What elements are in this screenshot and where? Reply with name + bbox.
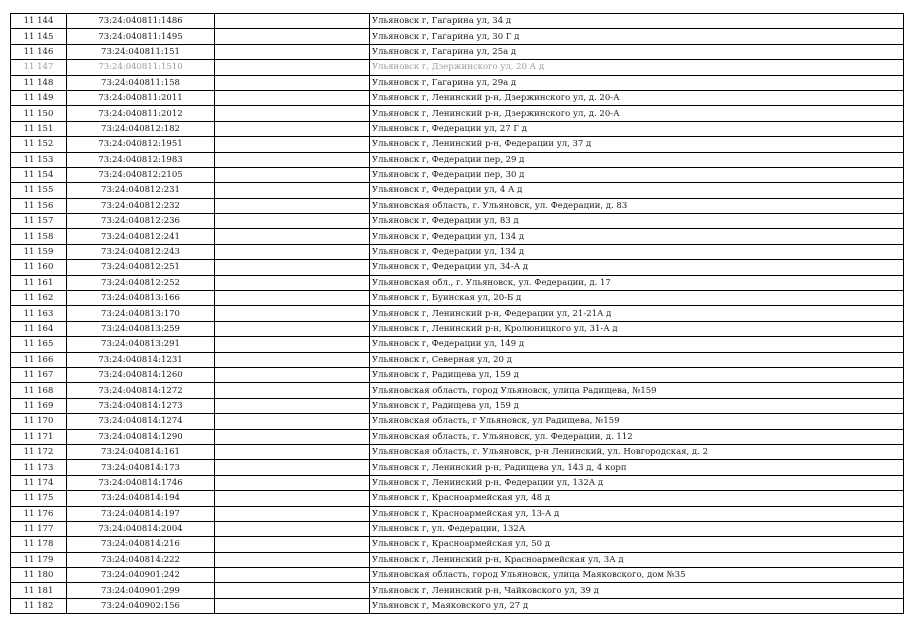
empty-cell bbox=[215, 60, 370, 75]
table-row bbox=[11, 152, 904, 167]
cadastral-number-cell: 73:24:040814:1746 bbox=[67, 475, 215, 490]
row-number-cell: 11 177 bbox=[11, 521, 67, 536]
cadastral-number-cell: 73:24:040814:1290 bbox=[67, 429, 215, 444]
row-number-cell: 11 167 bbox=[11, 367, 67, 382]
address-cell: Ульяновск г, Ленинский р-н, Красноармейская ул, 3А д bbox=[370, 552, 904, 567]
table-row bbox=[11, 229, 904, 244]
table-row bbox=[11, 352, 904, 367]
empty-cell bbox=[215, 183, 370, 198]
row-number-cell: 11 169 bbox=[11, 398, 67, 413]
table-row bbox=[11, 583, 904, 598]
cadastral-number-cell: 73:24:040811:1510 bbox=[67, 60, 215, 75]
row-number-cell: 11 173 bbox=[11, 460, 67, 475]
address-cell: Ульяновск г, Федерации ул, 83 д bbox=[370, 214, 904, 229]
cadastral-number-cell: 73:24:040813:259 bbox=[67, 321, 215, 336]
row-number-cell: 11 158 bbox=[11, 229, 67, 244]
table-row bbox=[11, 537, 904, 552]
table-row bbox=[11, 121, 904, 136]
address-cell: Ульяновск г, Северная ул, 20 д bbox=[370, 352, 904, 367]
cadastral-number-cell: 73:24:040813:166 bbox=[67, 291, 215, 306]
empty-cell bbox=[215, 506, 370, 521]
table-row bbox=[11, 429, 904, 444]
table-row bbox=[11, 521, 904, 536]
table-row bbox=[11, 275, 904, 290]
table-row bbox=[11, 214, 904, 229]
cadastral-number-cell: 73:24:040811:1495 bbox=[67, 29, 215, 44]
empty-cell bbox=[215, 537, 370, 552]
empty-cell bbox=[215, 75, 370, 90]
empty-cell bbox=[215, 244, 370, 259]
address-cell: Ульяновск г, Красноармейская ул, 50 д bbox=[370, 537, 904, 552]
empty-cell bbox=[215, 275, 370, 290]
row-number-cell: 11 164 bbox=[11, 321, 67, 336]
empty-cell bbox=[215, 444, 370, 459]
table-row bbox=[11, 306, 904, 321]
row-number-cell: 11 165 bbox=[11, 337, 67, 352]
address-cell: Ульяновск г, Федерации ул, 34-А д bbox=[370, 260, 904, 275]
cadastral-number-cell: 73:24:040812:236 bbox=[67, 214, 215, 229]
address-cell: Ульяновская область, г. Ульяновск, ул. Федерации, д. 83 bbox=[370, 198, 904, 213]
empty-cell bbox=[215, 583, 370, 598]
empty-cell bbox=[215, 429, 370, 444]
table-row bbox=[11, 14, 904, 29]
address-cell: Ульяновск г, Ленинский р-н, Дзержинского ул, д. 20-А bbox=[370, 106, 904, 121]
empty-cell bbox=[215, 337, 370, 352]
address-cell: Ульяновск г, Федерации пер, 29 д bbox=[370, 152, 904, 167]
cadastral-number-cell: 73:24:040812:243 bbox=[67, 244, 215, 259]
cadastral-number-cell: 73:24:040902:156 bbox=[67, 598, 215, 613]
address-cell: Ульяновская область, г Ульяновск, ул Радищева, №159 bbox=[370, 414, 904, 429]
row-number-cell: 11 152 bbox=[11, 137, 67, 152]
empty-cell bbox=[215, 521, 370, 536]
table-row bbox=[11, 598, 904, 613]
address-cell: Ульяновск г, Федерации ул, 134 д bbox=[370, 244, 904, 259]
address-cell: Ульяновск г, Красноармейская ул, 13-А д bbox=[370, 506, 904, 521]
address-cell: Ульяновск г, Маяковского ул, 27 д bbox=[370, 598, 904, 613]
cadastral-number-cell: 73:24:040812:1983 bbox=[67, 152, 215, 167]
row-number-cell: 11 159 bbox=[11, 244, 67, 259]
row-number-cell: 11 148 bbox=[11, 75, 67, 90]
row-number-cell: 11 157 bbox=[11, 214, 67, 229]
row-number-cell: 11 163 bbox=[11, 306, 67, 321]
empty-cell bbox=[215, 137, 370, 152]
empty-cell bbox=[215, 383, 370, 398]
address-cell: Ульяновск г, Федерации ул, 27 Г д bbox=[370, 121, 904, 136]
cadastral-number-cell: 73:24:040814:216 bbox=[67, 537, 215, 552]
address-cell: Ульяновск г, Ленинский р-н, Федерации ул, 37 д bbox=[370, 137, 904, 152]
cadastral-number-cell: 73:24:040812:2105 bbox=[67, 167, 215, 182]
row-number-cell: 11 149 bbox=[11, 90, 67, 105]
address-cell: Ульяновск г, Гагарина ул, 34 д bbox=[370, 14, 904, 29]
table-row bbox=[11, 475, 904, 490]
table-row bbox=[11, 491, 904, 506]
table-row bbox=[11, 506, 904, 521]
empty-cell bbox=[215, 598, 370, 613]
table-row bbox=[11, 60, 904, 75]
address-cell: Ульяновская обл., г. Ульяновск, ул. Федерации, д. 17 bbox=[370, 275, 904, 290]
row-number-cell: 11 179 bbox=[11, 552, 67, 567]
row-number-cell: 11 156 bbox=[11, 198, 67, 213]
cadastral-number-cell: 73:24:040814:194 bbox=[67, 491, 215, 506]
cadastral-number-cell: 73:24:040812:231 bbox=[67, 183, 215, 198]
row-number-cell: 11 151 bbox=[11, 121, 67, 136]
empty-cell bbox=[215, 460, 370, 475]
empty-cell bbox=[215, 491, 370, 506]
table-row bbox=[11, 367, 904, 382]
row-number-cell: 11 155 bbox=[11, 183, 67, 198]
address-cell: Ульяновск г, Ленинский р-н, Радищева ул, 143 д, 4 корп bbox=[370, 460, 904, 475]
cadastral-register-table bbox=[10, 13, 904, 614]
row-number-cell: 11 166 bbox=[11, 352, 67, 367]
address-cell: Ульяновск г, Гагарина ул, 25а д bbox=[370, 44, 904, 59]
row-number-cell: 11 178 bbox=[11, 537, 67, 552]
cadastral-number-cell: 73:24:040814:1274 bbox=[67, 414, 215, 429]
address-cell: Ульяновск г, Ленинский р-н, Федерации ул, 21-21А д bbox=[370, 306, 904, 321]
row-number-cell: 11 154 bbox=[11, 167, 67, 182]
empty-cell bbox=[215, 367, 370, 382]
table-row bbox=[11, 460, 904, 475]
cadastral-number-cell: 73:24:040814:222 bbox=[67, 552, 215, 567]
row-number-cell: 11 168 bbox=[11, 383, 67, 398]
empty-cell bbox=[215, 214, 370, 229]
address-cell: Ульяновская область, г. Ульяновск, ул. Федерации, д. 112 bbox=[370, 429, 904, 444]
empty-cell bbox=[215, 106, 370, 121]
empty-cell bbox=[215, 260, 370, 275]
row-number-cell: 11 162 bbox=[11, 291, 67, 306]
table-row bbox=[11, 568, 904, 583]
empty-cell bbox=[215, 198, 370, 213]
address-cell: Ульяновск г, Гагарина ул, 30 Г д bbox=[370, 29, 904, 44]
table-row bbox=[11, 552, 904, 567]
empty-cell bbox=[215, 29, 370, 44]
address-cell: Ульяновск г, Радищева ул, 159 д bbox=[370, 398, 904, 413]
table-row bbox=[11, 260, 904, 275]
row-number-cell: 11 174 bbox=[11, 475, 67, 490]
row-number-cell: 11 160 bbox=[11, 260, 67, 275]
empty-cell bbox=[215, 352, 370, 367]
table-row bbox=[11, 29, 904, 44]
row-number-cell: 11 175 bbox=[11, 491, 67, 506]
row-number-cell: 11 176 bbox=[11, 506, 67, 521]
address-cell: Ульяновск г, Буинская ул, 20-Б д bbox=[370, 291, 904, 306]
empty-cell bbox=[215, 167, 370, 182]
cadastral-number-cell: 73:24:040814:1231 bbox=[67, 352, 215, 367]
table-row bbox=[11, 337, 904, 352]
empty-cell bbox=[215, 398, 370, 413]
row-number-cell: 11 181 bbox=[11, 583, 67, 598]
table-row bbox=[11, 383, 904, 398]
address-cell: Ульяновская область, г. Ульяновск, р-н Ленинский, ул. Новгородская, д. 2 bbox=[370, 444, 904, 459]
cadastral-number-cell: 73:24:040814:1272 bbox=[67, 383, 215, 398]
table-row bbox=[11, 291, 904, 306]
row-number-cell: 11 147 bbox=[11, 60, 67, 75]
table-row bbox=[11, 90, 904, 105]
empty-cell bbox=[215, 306, 370, 321]
row-number-cell: 11 172 bbox=[11, 444, 67, 459]
cadastral-number-cell: 73:24:040814:1260 bbox=[67, 367, 215, 382]
cadastral-number-cell: 73:24:040811:2011 bbox=[67, 90, 215, 105]
row-number-cell: 11 182 bbox=[11, 598, 67, 613]
empty-cell bbox=[215, 414, 370, 429]
address-cell: Ульяновск г, Федерации ул, 4 А д bbox=[370, 183, 904, 198]
empty-cell bbox=[215, 44, 370, 59]
empty-cell bbox=[215, 121, 370, 136]
address-cell: Ульяновск г, Гагарина ул, 29а д bbox=[370, 75, 904, 90]
address-cell: Ульяновская область, город Ульяновск, улица Маяковского, дом №35 bbox=[370, 568, 904, 583]
table-row bbox=[11, 106, 904, 121]
empty-cell bbox=[215, 475, 370, 490]
row-number-cell: 11 145 bbox=[11, 29, 67, 44]
address-cell: Ульяновск г, Красноармейская ул, 48 д bbox=[370, 491, 904, 506]
table-row bbox=[11, 167, 904, 182]
address-cell: Ульяновск г, Дзержинского ул, 20 А д bbox=[370, 60, 904, 75]
address-cell: Ульяновск г, Федерации пер, 30 д bbox=[370, 167, 904, 182]
cadastral-number-cell: 73:24:040814:173 bbox=[67, 460, 215, 475]
table-row bbox=[11, 244, 904, 259]
cadastral-number-cell: 73:24:040814:161 bbox=[67, 444, 215, 459]
cadastral-number-cell: 73:24:040811:151 bbox=[67, 44, 215, 59]
address-cell: Ульяновская область, город Ульяновск, улица Радищева, №159 bbox=[370, 383, 904, 398]
cadastral-number-cell: 73:24:040812:251 bbox=[67, 260, 215, 275]
table-row bbox=[11, 137, 904, 152]
address-cell: Ульяновск г, ул. Федерации, 132А bbox=[370, 521, 904, 536]
cadastral-number-cell: 73:24:040812:232 bbox=[67, 198, 215, 213]
row-number-cell: 11 144 bbox=[11, 14, 67, 29]
row-number-cell: 11 146 bbox=[11, 44, 67, 59]
address-cell: Ульяновск г, Ленинский р-н, Дзержинского ул, д. 20-А bbox=[370, 90, 904, 105]
row-number-cell: 11 170 bbox=[11, 414, 67, 429]
cadastral-number-cell: 73:24:040813:170 bbox=[67, 306, 215, 321]
address-cell: Ульяновск г, Федерации ул, 134 д bbox=[370, 229, 904, 244]
table-row bbox=[11, 414, 904, 429]
cadastral-number-cell: 73:24:040812:252 bbox=[67, 275, 215, 290]
empty-cell bbox=[215, 568, 370, 583]
table-row bbox=[11, 44, 904, 59]
cadastral-number-cell: 73:24:040811:158 bbox=[67, 75, 215, 90]
table-row bbox=[11, 75, 904, 90]
row-number-cell: 11 180 bbox=[11, 568, 67, 583]
empty-cell bbox=[215, 90, 370, 105]
row-number-cell: 11 161 bbox=[11, 275, 67, 290]
cadastral-number-cell: 73:24:040812:182 bbox=[67, 121, 215, 136]
address-cell: Ульяновск г, Ленинский р-н, Федерации ул, 132А д bbox=[370, 475, 904, 490]
table-row bbox=[11, 198, 904, 213]
cadastral-number-cell: 73:24:040811:2012 bbox=[67, 106, 215, 121]
table-row bbox=[11, 444, 904, 459]
address-cell: Ульяновск г, Федерации ул, 149 д bbox=[370, 337, 904, 352]
empty-cell bbox=[215, 229, 370, 244]
table-row bbox=[11, 398, 904, 413]
empty-cell bbox=[215, 321, 370, 336]
empty-cell bbox=[215, 552, 370, 567]
address-cell: Ульяновск г, Ленинский р-н, Кролюницкого ул, 31-А д bbox=[370, 321, 904, 336]
address-cell: Ульяновск г, Радищева ул, 159 д bbox=[370, 367, 904, 382]
row-number-cell: 11 150 bbox=[11, 106, 67, 121]
cadastral-number-cell: 73:24:040814:1273 bbox=[67, 398, 215, 413]
table-row bbox=[11, 183, 904, 198]
cadastral-number-cell: 73:24:040812:1951 bbox=[67, 137, 215, 152]
address-cell: Ульяновск г, Ленинский р-н, Чайковского ул, 39 д bbox=[370, 583, 904, 598]
empty-cell bbox=[215, 152, 370, 167]
empty-cell bbox=[215, 14, 370, 29]
table-row bbox=[11, 321, 904, 336]
cadastral-number-cell: 73:24:040814:2004 bbox=[67, 521, 215, 536]
cadastral-number-cell: 73:24:040901:299 bbox=[67, 583, 215, 598]
cadastral-number-cell: 73:24:040814:197 bbox=[67, 506, 215, 521]
row-number-cell: 11 153 bbox=[11, 152, 67, 167]
cadastral-number-cell: 73:24:040901:242 bbox=[67, 568, 215, 583]
empty-cell bbox=[215, 291, 370, 306]
cadastral-number-cell: 73:24:040812:241 bbox=[67, 229, 215, 244]
cadastral-number-cell: 73:24:040813:291 bbox=[67, 337, 215, 352]
table-body bbox=[11, 14, 904, 614]
row-number-cell: 11 171 bbox=[11, 429, 67, 444]
cadastral-number-cell: 73:24:040811:1486 bbox=[67, 14, 215, 29]
